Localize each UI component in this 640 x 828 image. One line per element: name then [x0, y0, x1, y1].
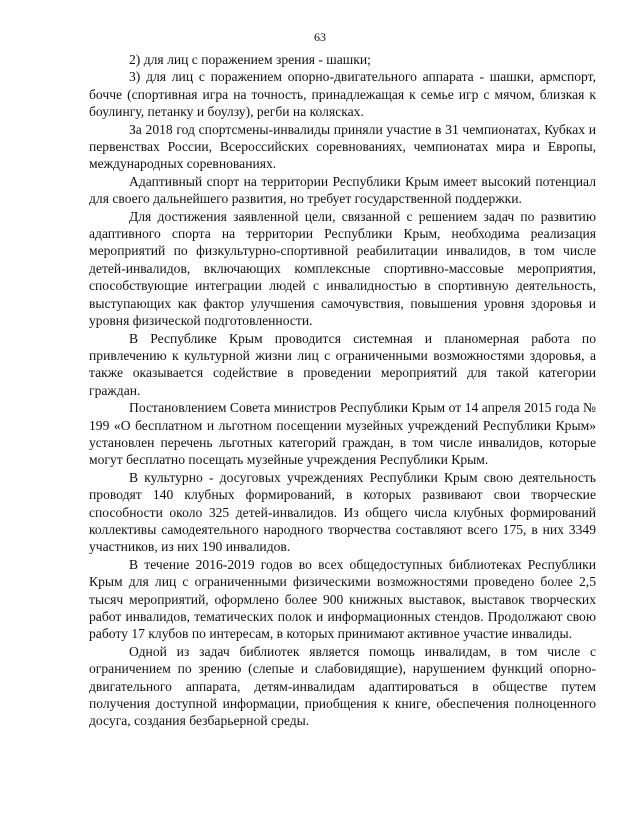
- paragraph-cultural-life: В Республике Крым проводится системная и планомерная работа по привлечению к культурной жизни лиц с ограниченными возможностями здоровья, а также оказывается содействие в проведении мероприятий для такой категории граждан.: [89, 330, 596, 398]
- paragraph-libraries-events: В течение 2016-2019 годов во всех общедоступных библиотеках Республики Крым для лиц с ограниченными физическими возможностями проведено более 2,5 тысяч мероприятий, оформлено более 900 книжных выставок, выставок творческих работ инвалидов, тематических полок и информационных стендов. Продолжают свою работу 17 клубов по интересам, в которых принимают активное участие инвалиды.: [89, 556, 596, 642]
- paragraph-adaptive-sport-potential: Адаптивный спорт на территории Республики Крым имеет высокий потенциал для своего дальнейшего развития, но требует государственной поддержки.: [89, 173, 596, 207]
- paragraph-library-tasks: Одной из задач библиотек является помощь инвалидам, в том числе с ограничением по зрению (слепые и слабовидящие), нарушением функций опорно-двигательного аппарата, детям-инвалидам адаптироваться в обществе путем получения доступной информации, приобщения к книге, обеспечения полноценного досуга, создания безбарьерной среды.: [89, 643, 596, 729]
- paragraph-cultural-leisure-institutions: В культурно - досуговых учреждениях Республики Крым свою деятельность проводят 140 клубных формирований, в которых развивают свои творческие способности около 325 детей-инвалидов. Из общего числа клубных формирований коллективы самодеятельного народного творчества составляют всего 175, в них 3349 участников, из них 190 инвалидов.: [89, 469, 596, 555]
- paragraph-2018-competitions: За 2018 год спортсмены-инвалиды приняли участие в 31 чемпионатах, Кубках и первенствах России, Всероссийских соревнованиях, чемпионатах мира и Европы, международных соревнованиях.: [89, 121, 596, 172]
- paragraph-musculoskeletal-sports: 3) для лиц с поражением опорно-двигательного аппарата - шашки, армспорт, бочче (спортивная игра на точность, принадлежащая к семье игр с мячом, близкая к боулингу, петанку и боулзу), регби на колясках.: [89, 69, 596, 120]
- page-number: 63: [314, 30, 326, 44]
- document-body: [89, 51, 596, 730]
- paragraph-vision-impairment-sports: 2) для лиц с поражением зрения - шашки;: [129, 52, 371, 67]
- paragraph-rehabilitation-measures: Для достижения заявленной цели, связанной с решением задач по развитию адаптивного спорта на территории Республики Крым, необходима реализация мероприятий по физкультурно-спортивной реабилитации инвалидов, в том числе детей-инвалидов, включающих комплексные спортивно-массовые мероприятия, способствующие интеграции людей с инвалидностью в спортивную деятельность, выступающих как фактор улучшения самочувствия, повышения уровня здоровья и уровня физической подготовленности.: [89, 208, 596, 329]
- paragraph-museum-resolution: Постановлением Совета министров Республики Крым от 14 апреля 2015 года № 199 «О бесплатном и льготном посещении музейных учреждений Республики Крым» установлен перечень льготных категорий граждан, в том числе инвалидов, которые могут бесплатно посещать музейные учреждения Республики Крым.: [89, 400, 596, 468]
